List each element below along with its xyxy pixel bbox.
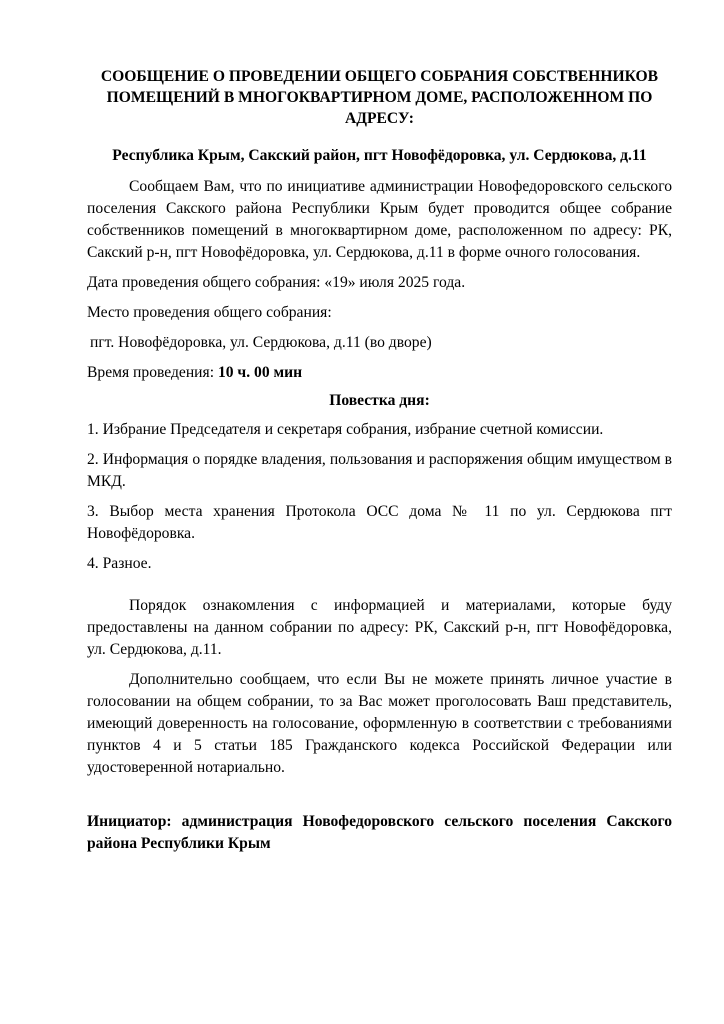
- initiator-line: Инициатор: администрация Новофедоровского сельского поселения Сакского района Республики Крым: [87, 813, 672, 852]
- proxy-paragraph: Дополнительно сообщаем, что если Вы не можете принять личное участие в голосовании на общем собрании, то за Вас может проголосовать Ваш представитель, имеющий доверенность на голосование, оформленную в соответствии с требованиями пунктов 4 и 5 статьи 185 Гражданского кодекса Российской Федерации или удостоверенной нотариально.: [87, 671, 672, 776]
- agenda-item: 3. Выбор места хранения Протокола ОСС дома № 11 по ул. Сердюкова пгт Новофёдоровка.: [87, 503, 672, 542]
- agenda-item: 4. Разное.: [87, 555, 152, 572]
- intro-paragraph: Сообщаем Вам, что по инициативе администрации Новофедоровского сельского поселения Сакского района Республики Крым будет проводится общее собрание собственников помещений в многоквартирном доме, расположенном по адресу: РК, Сакский р-н, пгт Новофёдоровка, ул. Сердюкова, д.11 в форме очного голосования.: [87, 178, 672, 261]
- meeting-date: Дата проведения общего собрания: «19» июля 2025 года.: [87, 274, 466, 291]
- meeting-time-value: 10 ч. 00 мин: [217, 364, 303, 381]
- meeting-time-label: Время проведения:: [87, 364, 218, 381]
- agenda-item: 2. Информация о порядке владения, пользования и распоряжения общим имуществом в МКД.: [87, 451, 672, 490]
- familiarization-paragraph: Порядок ознакомления с информацией и материалами, которые буду предоставлены на данном собрании по адресу: РК, Сакский р-н, пгт Новофёдоровка, ул. Сердюкова, д.11.: [87, 597, 672, 658]
- document-title: СООБЩЕНИЕ О ПРОВЕДЕНИИ ОБЩЕГО СОБРАНИЯ СОБСТВЕННИКОВ ПОМЕЩЕНИЙ В МНОГОКВАРТИРНОМ ДОМЕ, РАСПОЛОЖЕННОМ ПО АДРЕСУ:: [100, 68, 659, 127]
- agenda-item: 1. Избрание Председателя и секретаря собрания, избрание счетной комиссии.: [87, 421, 604, 438]
- notice-document: [87, 66, 672, 855]
- meeting-time: [87, 362, 672, 384]
- meeting-place-value: пгт. Новофёдоровка, ул. Сердюкова, д.11 (во дворе): [90, 334, 432, 351]
- meeting-place-label: Место проведения общего собрания:: [87, 304, 332, 321]
- meeting-address: Республика Крым, Сакский район, пгт Новофёдоровка, ул. Сердюкова, д.11: [112, 147, 647, 164]
- agenda-title: Повестка дня:: [329, 392, 430, 409]
